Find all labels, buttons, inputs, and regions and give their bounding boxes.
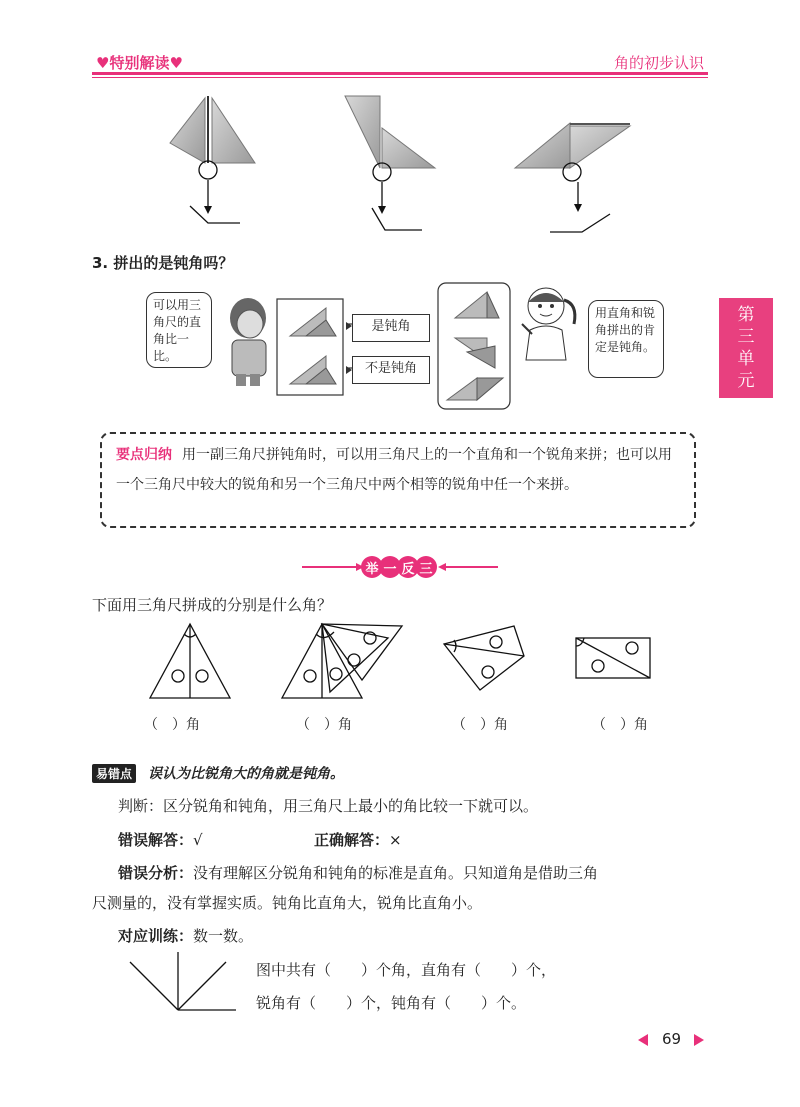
obtuse-examples-box	[437, 282, 511, 412]
badge-char-4: 三	[419, 562, 433, 577]
wrong-answer-label: 错误解答：	[118, 831, 194, 849]
error-point-tag: 易错点	[92, 764, 136, 783]
header-left: ♥特别解读♥	[96, 54, 183, 72]
right-answer-row	[314, 830, 402, 850]
training-label: 对应训练：	[118, 927, 194, 945]
prev-arrow-icon	[638, 1034, 648, 1046]
count-question-line-1[interactable]: 图中共有（ ）个角，直角有（ ）个，	[256, 961, 557, 979]
is-obtuse-box: 是钝角	[352, 314, 430, 342]
unit-side-tab: 第 三 单 元	[719, 298, 773, 398]
page-number: 69	[662, 1030, 682, 1048]
header-rule	[92, 72, 708, 75]
girl-figure	[512, 284, 584, 364]
boy-figure	[220, 296, 276, 388]
header-right: 角的初步认识	[613, 54, 704, 72]
blank-answer-3[interactable]: （ ）角	[452, 717, 508, 733]
badge-char-1: 举	[365, 562, 379, 577]
badge-char-2: 一	[383, 562, 397, 577]
analysis-line-1	[118, 863, 598, 883]
girl-speech-bubble: 用直角和锐角拼出的肯定是钝角。	[588, 300, 664, 378]
next-arrow-icon	[694, 1034, 704, 1046]
figure-3	[444, 626, 524, 690]
wrong-answer-row	[118, 830, 203, 850]
question-3-title: 3. 拼出的是钝角吗？	[92, 254, 234, 272]
training-row	[118, 926, 253, 946]
angle-count-figure	[126, 948, 246, 1014]
blank-answer-2[interactable]: （ ）角	[296, 717, 352, 733]
analysis-text-1: 没有理解区分锐角和钝角的标准是直角。只知道角是借助三角	[193, 864, 599, 882]
analysis-label: 错误分析：	[118, 864, 194, 882]
key-points-summary	[100, 432, 696, 528]
blank-answer-1[interactable]: （ ）角	[144, 717, 200, 733]
boy-speech-bubble: 可以用三角尺的直角比一比。	[146, 292, 212, 368]
figure-4	[576, 638, 650, 678]
practice-figures	[140, 618, 660, 708]
right-answer-label: 正确解答：	[314, 831, 390, 849]
practice-question: 下面用三角尺拼成的分别是什么角？	[92, 596, 333, 614]
combined-squares-box	[276, 298, 346, 398]
not-obtuse-box: 不是钝角	[352, 356, 430, 384]
error-point-title: 误认为比锐角大的角就是钝角。	[148, 766, 344, 782]
key-points-text: 用一副三角尺拼钝角时，可以用三角尺上的一个直角和一个锐角来拼；也可以用一个三角尺中较大的锐角和另一个三角尺中两个相等的锐角中任一个来拼。	[116, 447, 672, 493]
judge-statement: 判断：区分锐角和钝角，用三角尺上最小的角比较一下就可以。	[118, 797, 539, 815]
count-question-line-2[interactable]: 锐角有（ ）个，钝角有（ ）个。	[256, 994, 527, 1012]
set-square-2	[345, 96, 435, 230]
set-square-1	[170, 96, 255, 223]
badge-char-3: 反	[401, 562, 415, 577]
key-points-label: 要点归纳	[116, 447, 172, 463]
wrong-answer-value: √	[193, 831, 203, 849]
set-square-3	[515, 123, 630, 232]
analysis-text-2: 尺测量的，没有掌握实质。钝角比直角大，锐角比直角小。	[92, 894, 483, 912]
blank-answer-4[interactable]: （ ）角	[592, 717, 648, 733]
figure-1	[150, 624, 230, 698]
set-square-illustration	[150, 88, 650, 238]
figure-2	[282, 624, 402, 698]
header-rule-thin	[92, 77, 708, 78]
training-text: 数一数。	[193, 927, 254, 945]
right-answer-value: ×	[389, 831, 402, 849]
